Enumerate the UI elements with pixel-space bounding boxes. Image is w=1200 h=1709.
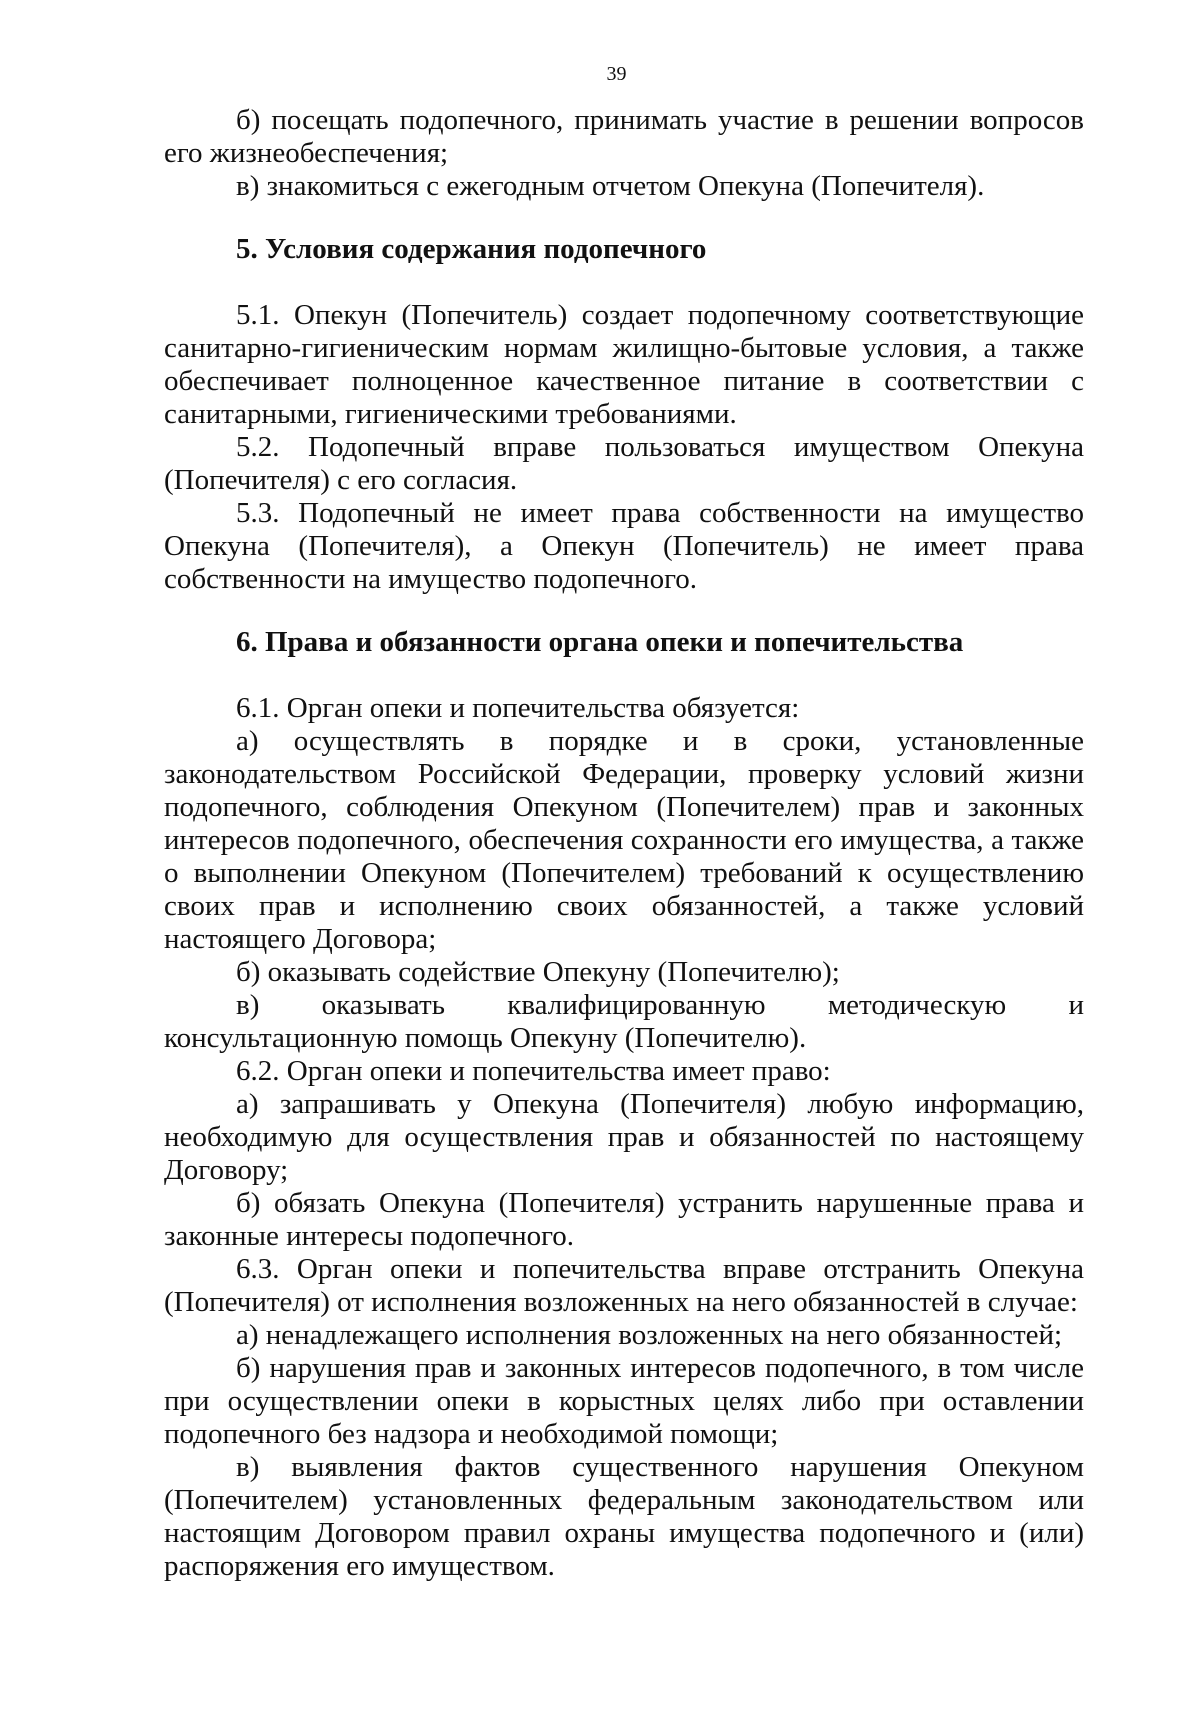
paragraph-5-3: 5.3. Подопечный не имеет права собственности на имущество Опекуна (Попечителя), а Опекун (Попечитель) не имеет права собственности на имущество подопечного. <box>164 497 1084 595</box>
paragraph-6-3-a: а) ненадлежащего исполнения возложенных на него обязанностей; <box>236 1319 1063 1351</box>
section-6-body <box>164 692 1084 1583</box>
document-body <box>164 104 1084 1583</box>
paragraph-6-2: 6.2. Орган опеки и попечительства имеет право: <box>236 1055 831 1087</box>
paragraph-6-2-a: а) запрашивать у Опекуна (Попечителя) любую информацию, необходимую для осуществления прав и обязанностей по настоящему Договору; <box>164 1088 1084 1186</box>
paragraph-6-1-b: б) оказывать содействие Опекуну (Попечителю); <box>236 956 840 988</box>
paragraph-6-3: 6.3. Орган опеки и попечительства вправе отстранить Опекуна (Попечителя) от исполнения возложенных на него обязанностей в случае: <box>164 1253 1084 1318</box>
paragraph-6-1-c: в) оказывать квалифицированную методическую и консультационную помощь Опекуну (Попечителю). <box>164 989 1084 1054</box>
section-5-body <box>164 299 1084 596</box>
paragraph-5-2: 5.2. Подопечный вправе пользоваться имуществом Опекуна (Попечителя) с его согласия. <box>164 431 1084 496</box>
section-5-heading: 5. Условия содержания подопечного <box>236 233 707 265</box>
paragraph-6-1: 6.1. Орган опеки и попечительства обязуется: <box>236 692 800 724</box>
paragraph-5-1: 5.1. Опекун (Попечитель) создает подопечному соответствующие санитарно-гигиеническим нормам жилищно-бытовые условия, а также обеспечивает полноценное качественное питание в соответствии с санитарными, гигиеническими требованиями. <box>164 299 1084 430</box>
paragraph-6-1-a: а) осуществлять в порядке и в сроки, установленные законодательством Российской Федерации, проверку условий жизни подопечного, соблюдения Опекуном (Попечителем) прав и законных интересов подопечного, обеспечения сохранности его имущества, а также о выполнении Опекуном (Попечителем) требований к осуществлению своих прав и исполнению своих обязанностей, а также условий настоящего Договора; <box>164 725 1084 955</box>
paragraph-6-2-b: б) обязать Опекуна (Попечителя) устранить нарушенные права и законные интересы подопечного. <box>164 1187 1084 1252</box>
paragraph-top-1: б) посещать подопечного, принимать участие в решении вопросов его жизнеобеспечения; <box>164 104 1084 169</box>
section-6-heading: 6. Права и обязанности органа опеки и попечительства <box>236 626 964 658</box>
paragraph-6-3-c: в) выявления фактов существенного нарушения Опекуном (Попечителем) установленных федеральным законодательством или настоящим Договором правил охраны имущества подопечного и (или) распоряжения его имуществом. <box>164 1451 1084 1582</box>
paragraph-6-3-b: б) нарушения прав и законных интересов подопечного, в том числе при осуществлении опеки в корыстных целях либо при оставлении подопечного без надзора и необходимой помощи; <box>164 1352 1084 1450</box>
paragraph-top-2: в) знакомиться с ежегодным отчетом Опекуна (Попечителя). <box>236 170 985 202</box>
page-number: 39 <box>606 63 627 85</box>
